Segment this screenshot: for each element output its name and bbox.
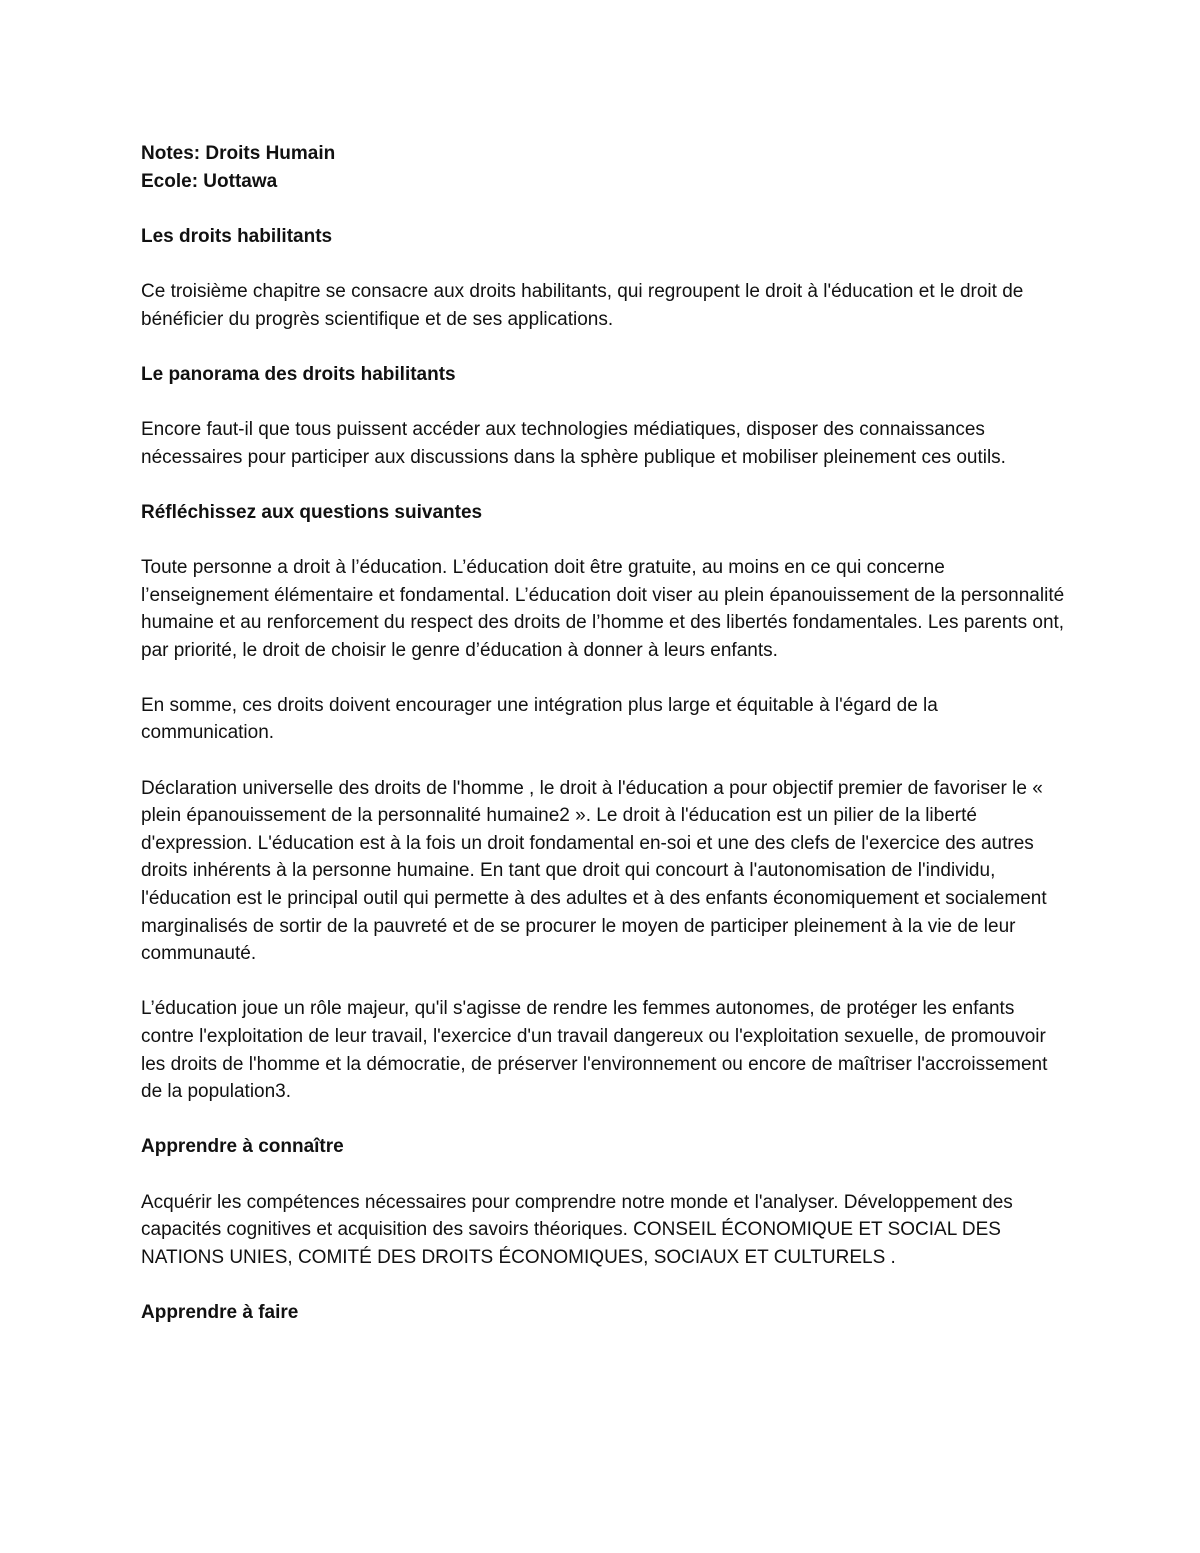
paragraph-education-right: Toute personne a droit à l’éducation. L’éducation doit être gratuite, au moins en ce qui concerne l’enseignement élémentaire et fondamental. L’éducation doit viser au plein épanouissement de la personnalité humaine et au renforcement du respect des droits de l’homme et des libertés fondamentales. Les parents ont, par priorité, le droit de choisir le genre d’éducation à donner à leurs enfants. — [141, 556, 1065, 661]
document-body — [141, 140, 1066, 1327]
spacer — [141, 526, 1066, 554]
spacer — [141, 747, 1066, 775]
spacer — [141, 1161, 1066, 1189]
spacer — [141, 664, 1066, 692]
paragraph-declaration: Déclaration universelle des droits de l'homme , le droit à l'éducation a pour objectif premier de favoriser le « plein épanouissement de la personnalité humaine2 ». Le droit à l'éducation est un pilier de la liberté d'expression. L'éducation est à la fois un droit fondamental en-soi et une des clefs de l'exercice des autres droits inhérents à la personne humaine. En tant que droit qui concourt à l'autonomisation de l'individu, l'éducation est le principal outil qui permette à des adultes et à des enfants économiquement et socialement marginalisés de sortir de la pauvreté et de se procurer le moyen de participer pleinement à la vie de leur communauté. — [141, 777, 1047, 965]
spacer — [141, 195, 1066, 223]
paragraph-panorama: Encore faut-il que tous puissent accéder aux technologies médiatiques, disposer des connaissances nécessaires pour participer aux discussions dans la sphère publique et mobiliser pleinement ces outils. — [141, 418, 1006, 468]
school-line: Ecole: Uottawa — [141, 170, 278, 192]
paragraph-role-majeur: L’éducation joue un rôle majeur, qu'il s'agisse de rendre les femmes autonomes, de protéger les enfants contre l'exploitation de leur travail, l'exercice d'un travail dangereux ou l'exploitation sexuelle, de promouvoir les droits de l'homme et la démocratie, de préserver l'environnement ou encore de maîtriser l'accroissement de la population3. — [141, 998, 1048, 1103]
section-heading-panorama: Le panorama des droits habilitants — [141, 363, 456, 385]
paragraph-intro: Ce troisième chapitre se consacre aux droits habilitants, qui regroupent le droit à l'éducation et le droit de bénéficier du progrès scientifique et de ses applications. — [141, 280, 1024, 330]
section-heading-reflechissez: Réfléchissez aux questions suivantes — [141, 501, 483, 523]
spacer — [141, 333, 1066, 361]
paragraph-competences: Acquérir les compétences nécessaires pour comprendre notre monde et l'analyser. Développement des capacités cognitives et acquisition des savoirs théoriques. CONSEIL ÉCONOMIQUE ET SOCIAL DES NATIONS UNIES, COMITÉ DES DROITS ÉCONOMIQUES, SOCIAUX ET CULTURELS . — [141, 1191, 1013, 1268]
section-heading-apprendre-faire: Apprendre à faire — [141, 1301, 299, 1323]
section-heading-droits-habilitants: Les droits habilitants — [141, 225, 333, 247]
spacer — [141, 388, 1066, 416]
spacer — [141, 968, 1066, 996]
notes-title: Notes: Droits Humain — [141, 143, 336, 164]
spacer — [141, 250, 1066, 278]
spacer — [141, 471, 1066, 499]
spacer — [141, 1106, 1066, 1134]
paragraph-en-somme: En somme, ces droits doivent encourager une intégration plus large et équitable à l'égard de la communication. — [141, 694, 938, 744]
section-heading-apprendre-connaitre: Apprendre à connaître — [141, 1136, 344, 1158]
spacer — [141, 1271, 1066, 1299]
